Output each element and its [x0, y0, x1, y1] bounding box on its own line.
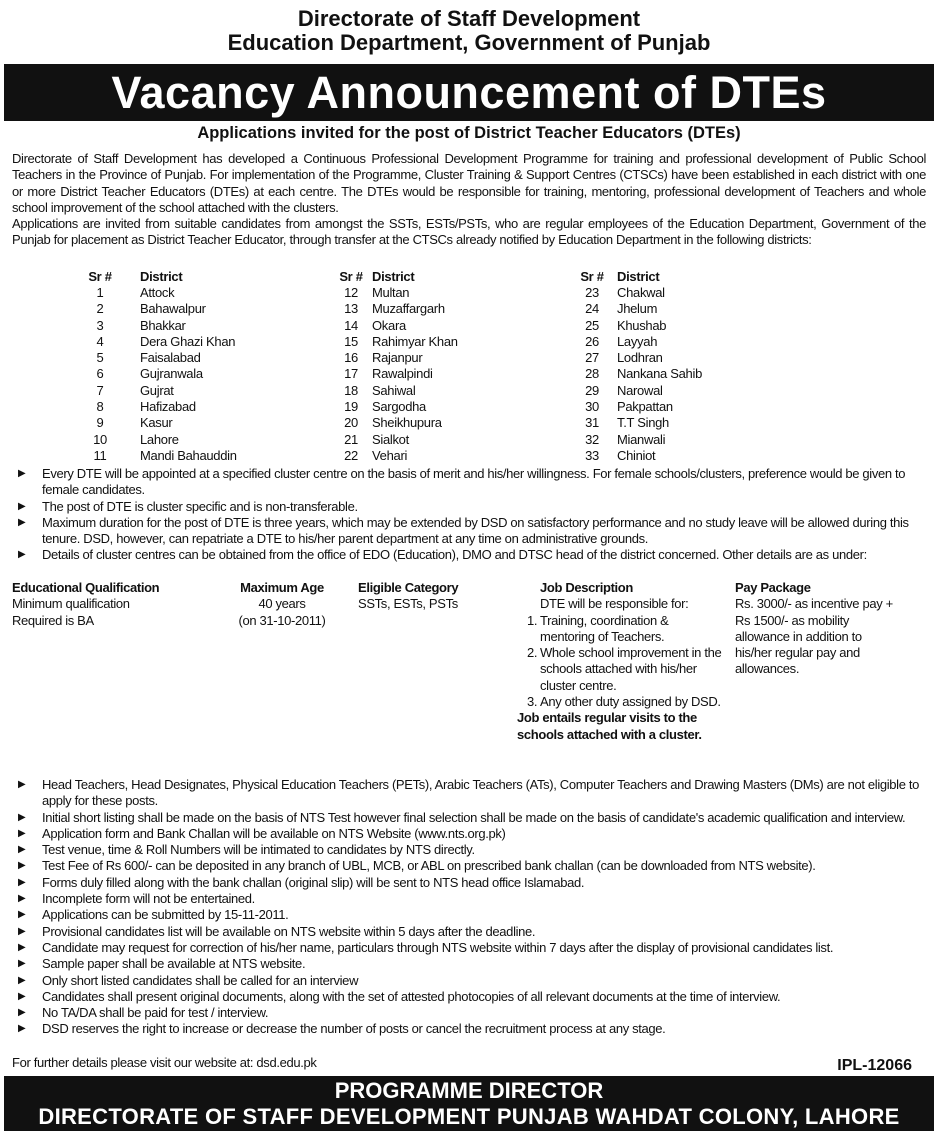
- age-line: (on 31-10-2011): [238, 612, 326, 628]
- district-name: Sahiwal: [372, 382, 416, 398]
- bullet-arrow-icon: ▶: [18, 958, 26, 970]
- bullet-arrow-icon: ▶: [18, 468, 26, 479]
- sr-number: 30: [585, 399, 599, 415]
- table-row: [60, 333, 702, 349]
- bullet-arrow-icon: ▶: [18, 941, 26, 953]
- district-header: District: [140, 268, 183, 284]
- category-line: SSTs, ESTs, PSTs: [358, 596, 458, 612]
- sr-number: 17: [344, 366, 358, 382]
- list-item: [12, 858, 926, 874]
- district-name: Jhelum: [617, 301, 658, 317]
- district-name: Faisalabad: [140, 350, 201, 366]
- job-item-number: 1.: [527, 612, 538, 628]
- list-item: [12, 547, 926, 563]
- district-name: Rajanpur: [372, 350, 423, 366]
- list-item: [12, 875, 926, 891]
- sr-number: 19: [344, 399, 358, 415]
- bullet-arrow-icon: ▶: [18, 876, 26, 888]
- list-item: [12, 989, 926, 1005]
- table-row: [60, 431, 702, 447]
- qualification-line: Required is BA: [12, 612, 94, 628]
- list-item-text: Forms duly filled along with the bank challan (original slip) will be sent to NTS head office Islamabad.: [42, 874, 585, 890]
- bullet-arrow-icon: ▶: [18, 827, 26, 839]
- district-name: Hafizabad: [140, 399, 196, 415]
- sr-number: 32: [585, 431, 599, 447]
- list-item: [12, 1005, 926, 1021]
- bullet-arrow-icon: ▶: [18, 1023, 26, 1035]
- bullet-arrow-icon: ▶: [18, 516, 26, 528]
- district-header: District: [617, 268, 660, 284]
- list-item: [12, 940, 926, 956]
- district-name: Layyah: [617, 333, 658, 349]
- sr-number: 27: [585, 350, 599, 366]
- table-row: [60, 366, 702, 382]
- sr-header: Sr #: [339, 268, 363, 284]
- list-item-text: Candidates shall present original documents, along with the set of attested photocopies of all relevant documents at the time of interview.: [42, 988, 781, 1004]
- pay-col: [735, 580, 895, 678]
- footer-line-2: DIRECTORATE OF STAFF DEVELOPMENT PUNJAB WAHDAT COLONY, LAHORE: [38, 1104, 900, 1129]
- sr-number: 11: [93, 447, 107, 463]
- details-section: [12, 580, 926, 775]
- district-name: Attock: [140, 284, 175, 300]
- sr-number: 22: [344, 447, 358, 463]
- bullet-arrow-icon: ▶: [18, 1007, 26, 1019]
- list-item-text: Details of cluster centres can be obtained from the office of EDO (Education), DMO and DTSC head of the district concerned. Other details are as under:: [42, 547, 867, 563]
- footer-banner: [4, 1076, 934, 1131]
- district-name: Sargodha: [372, 399, 426, 415]
- sr-number: 31: [585, 415, 599, 431]
- district-name: Rahimyar Khan: [372, 333, 458, 349]
- list-item: [12, 924, 926, 940]
- sr-number: 20: [344, 415, 358, 431]
- district-header: District: [372, 268, 415, 284]
- job-item-number: 2.: [527, 645, 538, 661]
- job-item-text: Training, coordination & mentoring of Teachers.: [540, 612, 669, 644]
- list-item-text: Only short listed candidates shall be called for an interview: [42, 972, 359, 988]
- district-name: Multan: [372, 284, 410, 300]
- job-item-text: Any other duty assigned by DSD.: [540, 694, 721, 710]
- sr-number: 10: [93, 431, 107, 447]
- table-row: [60, 349, 702, 365]
- list-item-text: The post of DTE is cluster specific and is non-transferable.: [42, 498, 358, 514]
- bullet-arrow-icon: ▶: [18, 500, 26, 512]
- age-heading: Maximum Age: [240, 580, 324, 595]
- list-item-text: Application form and Bank Challan will be available on NTS Website (www.nts.org.pk): [42, 825, 506, 841]
- sr-number: 24: [585, 301, 599, 317]
- bullet-arrow-icon: ▶: [18, 974, 26, 986]
- intro-paragraph: Directorate of Staff Development has developed a Continuous Professional Development Programme for training and professional development of Public School Teachers in the Province of Punjab. For implementation of the Programme, Cluster Training & Support Centres (CTSCs) have been established in each district with one or more District Teacher Educators (DTEs) at each centre. The DTEs would be responsible for training, mentoring, professional development of Teachers and whole school improvement of the school attached with the clusters.: [12, 151, 926, 215]
- job-item: [507, 694, 722, 710]
- sr-number: 8: [96, 399, 104, 415]
- bullet-arrow-icon: ▶: [18, 779, 26, 790]
- list-item: [12, 810, 926, 826]
- list-item-text: Every DTE will be appointed at a specified cluster centre on the basis of merit and his/her willingness. For female schools/clusters, preference would be given to female candidates.: [42, 466, 906, 498]
- table-row: [60, 382, 702, 398]
- table-row: [60, 284, 702, 300]
- title-banner: Vacancy Announcement of DTEs: [4, 64, 934, 121]
- job-note: Job entails regular visits to the schools attached with a cluster.: [517, 710, 702, 742]
- sr-number: 7: [96, 382, 104, 398]
- qualification-col: [12, 580, 222, 629]
- bullet-arrow-icon: ▶: [18, 844, 26, 856]
- bullet-arrow-icon: ▶: [18, 811, 26, 823]
- sr-number: 29: [585, 382, 599, 398]
- qualification-line: Minimum qualification: [12, 596, 130, 612]
- list-item-text: Test Fee of Rs 600/- can be deposited in any branch of UBL, MCB, or ABL on prescribed bank challan (can be downloaded from NTS website).: [42, 858, 816, 874]
- list-item: [12, 777, 926, 810]
- sr-number: 25: [585, 317, 599, 333]
- category-heading: Eligible Category: [358, 580, 459, 595]
- intro-paragraph: Applications are invited from suitable candidates from amongst the SSTs, ESTs/PSTs, who are regular employees of the Education Department, Government of the Punjab for placement as District Teacher Educator, through transfer at the CTSCs already notified by Education Department in the following districts:: [12, 216, 926, 248]
- sr-number: 4: [96, 333, 104, 349]
- sr-header: Sr #: [580, 268, 604, 284]
- list-item: [12, 956, 926, 972]
- table-row: [60, 317, 702, 333]
- district-name: Lodhran: [617, 350, 663, 366]
- sr-number: 6: [96, 366, 104, 382]
- district-name: Pakpattan: [617, 399, 673, 415]
- list-item: [12, 973, 926, 989]
- sr-number: 5: [96, 350, 104, 366]
- list-item: [12, 515, 926, 548]
- footer-line-1: PROGRAMME DIRECTOR: [334, 1078, 604, 1103]
- table-row: [60, 447, 702, 463]
- header-line-1: Directorate of Staff Development: [297, 6, 641, 31]
- sr-number: 9: [96, 415, 104, 431]
- district-name: Lahore: [140, 431, 179, 447]
- bullet-arrow-icon: ▶: [18, 549, 26, 561]
- district-name: Sheikhupura: [372, 415, 442, 431]
- district-name: Khushab: [617, 317, 667, 333]
- sr-number: 13: [344, 301, 358, 317]
- sr-number: 1: [96, 284, 104, 300]
- subtitle: Applications invited for the post of District Teacher Educators (DTEs): [197, 124, 741, 142]
- sr-header: Sr #: [88, 268, 112, 284]
- sr-number: 12: [344, 284, 358, 300]
- bullet-arrow-icon: ▶: [18, 860, 26, 872]
- sr-number: 26: [585, 333, 599, 349]
- list-item: [12, 826, 926, 842]
- further-details: For further details please visit our website at: dsd.edu.pk: [12, 1055, 317, 1070]
- sr-number: 28: [585, 366, 599, 382]
- district-name: Narowal: [617, 382, 663, 398]
- list-item-text: No TA/DA shall be paid for test / interview.: [42, 1005, 269, 1021]
- list-item-text: Test venue, time & Roll Numbers will be intimated to candidates by NTS directly.: [42, 842, 475, 858]
- table-row: [60, 301, 702, 317]
- district-name: Bahawalpur: [140, 301, 206, 317]
- list-item-text: Initial short listing shall be made on the basis of NTS Test however final selection shall be made on the basis of candidate's academic qualification and interview.: [42, 809, 906, 825]
- sr-number: 18: [344, 382, 358, 398]
- bullet-arrow-icon: ▶: [18, 925, 26, 937]
- district-name: Rawalpindi: [372, 366, 433, 382]
- list-item: [12, 842, 926, 858]
- job-item-number: 3.: [527, 694, 538, 710]
- sr-number: 21: [344, 431, 358, 447]
- districts-table: [60, 268, 702, 464]
- district-name: Dera Ghazi Khan: [140, 333, 236, 349]
- category-col: [358, 580, 498, 613]
- bullet-arrow-icon: ▶: [18, 990, 26, 1002]
- sr-number: 15: [344, 333, 358, 349]
- header-line-2: Education Department, Government of Punjab: [227, 30, 711, 55]
- age-line: 40 years: [258, 596, 306, 612]
- list-item-text: Candidate may request for correction of his/her name, particulars through NTS website within 7 days after the display of provisional candidates list.: [42, 939, 834, 955]
- list-item: [12, 907, 926, 923]
- job-intro: DTE will be responsible for:: [540, 596, 689, 612]
- bullet-arrow-icon: ▶: [18, 909, 26, 921]
- district-name: Gujrat: [140, 382, 174, 398]
- district-name: Chiniot: [617, 447, 656, 463]
- list-item: [12, 499, 926, 515]
- list-item-text: DSD reserves the right to increase or decrease the number of posts or cancel the recruitment process at any stage.: [42, 1021, 666, 1037]
- list-item-text: Incomplete form will not be entertained.: [42, 891, 255, 907]
- pay-heading: Pay Package: [735, 580, 811, 595]
- district-name: Sialkot: [372, 431, 409, 447]
- table-row: [60, 398, 702, 414]
- district-name: Bhakkar: [140, 317, 186, 333]
- list-item-text: Head Teachers, Head Designates, Physical Education Teachers (PETs), Arabic Teachers (ATs), Computer Teachers and Drawing Masters (DMs) are not eligible to apply for these posts.: [42, 777, 919, 809]
- district-name: Mandi Bahauddin: [140, 447, 237, 463]
- reference-code: IPL-12066: [837, 1057, 912, 1074]
- bullet-arrow-icon: ▶: [18, 893, 26, 905]
- district-name: Mianwali: [617, 431, 666, 447]
- pay-text: Rs. 3000/- as incentive pay + Rs 1500/- as mobility allowance in addition to his/her regular pay and allowances.: [735, 596, 893, 677]
- district-name: Vehari: [372, 447, 408, 463]
- list-item-text: Provisional candidates list will be available on NTS website within 5 days after the deadline.: [42, 923, 536, 939]
- district-name: Chakwal: [617, 284, 665, 300]
- sr-number: 16: [344, 350, 358, 366]
- bullet-list-1: [12, 466, 926, 564]
- age-col: [227, 580, 337, 629]
- job-item: [507, 645, 722, 694]
- district-name: Okara: [372, 317, 406, 333]
- job-heading: Job Description: [540, 580, 633, 595]
- list-item: [12, 466, 926, 499]
- bullet-list-2: [12, 777, 926, 1038]
- list-item: [12, 891, 926, 907]
- job-item-text: Whole school improvement in the schools attached with his/her cluster centre.: [540, 645, 722, 693]
- district-name: Muzaffargarh: [372, 301, 445, 317]
- list-item: [12, 1021, 926, 1037]
- list-item-text: Sample paper shall be available at NTS website.: [42, 956, 306, 972]
- district-name: Nankana Sahib: [617, 366, 702, 382]
- job-item: [507, 613, 722, 646]
- sr-number: 14: [344, 317, 358, 333]
- qualification-heading: Educational Qualification: [12, 580, 160, 595]
- list-item-text: Maximum duration for the post of DTE is three years, which may be extended by DSD on satisfactory performance and no study leave will be allowed during this tenure. DSD, however, can repatriate a DTE to his/her parent department at any time on administrative grounds.: [42, 514, 909, 547]
- sr-number: 2: [96, 301, 104, 317]
- district-name: T.T Singh: [617, 415, 669, 431]
- job-col: [507, 580, 722, 743]
- intro: [12, 151, 926, 249]
- district-name: Kasur: [140, 415, 173, 431]
- list-item-text: Applications can be submitted by 15-11-2011.: [42, 907, 289, 923]
- sr-number: 33: [585, 447, 599, 463]
- table-row: [60, 415, 702, 431]
- sr-number: 3: [96, 317, 104, 333]
- sr-number: 23: [585, 284, 599, 300]
- district-name: Gujranwala: [140, 366, 203, 382]
